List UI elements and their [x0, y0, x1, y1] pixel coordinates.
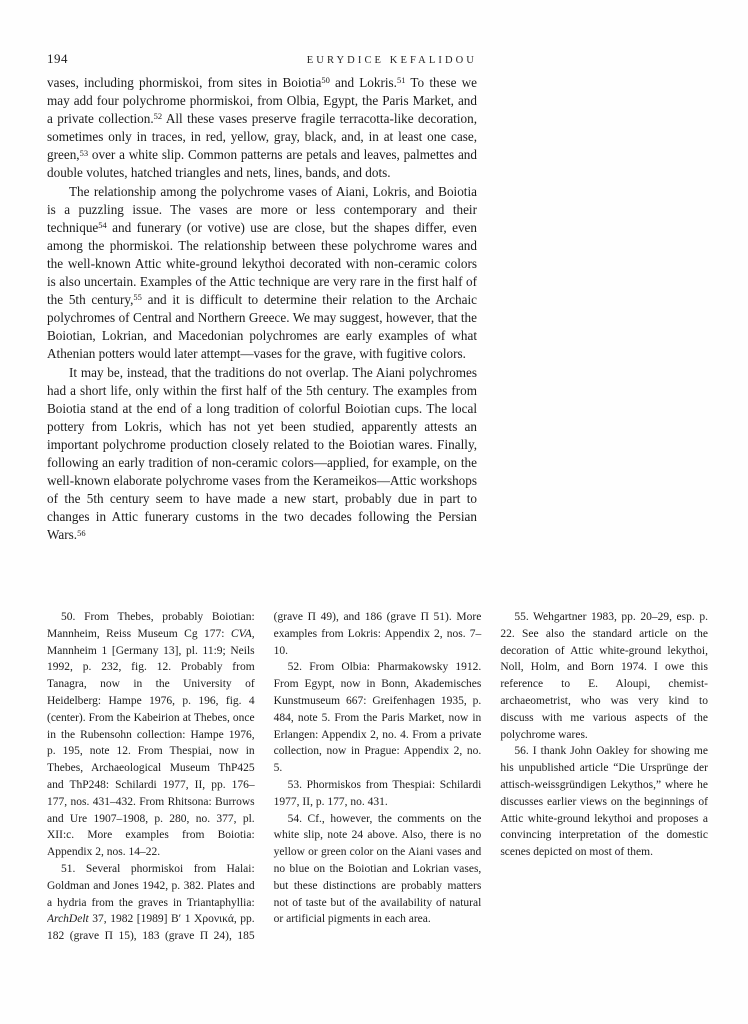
page-number: 194 — [47, 51, 68, 66]
page-header — [47, 51, 477, 67]
article-body — [47, 74, 477, 544]
footnote-reference: 55 — [133, 292, 142, 303]
footnote-51: 51. Several phormiskoi from Halai: Goldman and Jones 1942, p. 382. Plates and a hydria from the graves in Triantaphyllia: ArchDelt 37, 1982 [1989] Β′ 1 Χρονικά, pp. 182 (grave Π 15), 183 (grave Π 24), 185 (grave Π 49), and 186 (grave Π 51). More examples from Lokris: Appendix 2, nos. 7–10. — [47, 611, 482, 943]
body-paragraph: The relationship among the polychrome vases of Aiani, Lokris, and Boiotia is a puzzling issue. The vases are more or less contemporary and their technique$^{54}$ and funerary (or votive) use are close, but the shapes differ, even among the phormiskoi. The relationship between these polychrome wares and the well-known Attic white-ground lekythoi decorated with non-ceramic colors is also uncertain. Examples of the Attic technique are very rare in the first half of the 5th century,$^{55}$ and it is difficult to determine their relation to the Archaic polychromes of Central and Northern Greece. We may suggest, however, that the Boiotian, Lokrian, and Macedonian polychromes are early examples of what Athenian potters would later attempt—vases for the grave, with fugitive colors. — [47, 183, 477, 362]
footnote-50: 50. From Thebes, probably Boiotian: Mannheim, Reiss Museum Cg 177: CVA, Mannheim 1 [Germany 13], pl. 11:9; Neils 1992, p. 232, fig. 12. Probably from Tanagra, now in the University of Heidelberg: Hampe 1976, p. 196, fig. 4 (center). From the Kabeirion at Thebes, once in the Rubensohn collection: Hampe 1976, p. 195, note 12. From Thespiai, now in Thebes, Archaeological Museum ThP425 and ThP248: Schilardi 1977, II, pp. 176–177, nos. 431–432. From Rhitsona: Burrows and Ure 1907–1908, p. 280, no. 377, pl. XII:c. More examples from Boiotia: Appendix 2, nos. 14–22. — [47, 611, 255, 859]
footnote-reference: 51 — [396, 75, 406, 86]
footnote-56: 56. I thank John Oakley for showing me his unpublished article “Die Ursprünge der attisch-weissgründigen Lekythos,” where he discusses earlier views on the beginnings of Attic white-ground lekythoi and proposes a convincing interpretation of the domestic scenes depicted on most of them. — [500, 745, 708, 859]
footnote-reference: 56 — [77, 527, 86, 538]
running-head-author: EURYDICE KEFALIDOU — [306, 55, 477, 66]
body-paragraph: vases, including phormiskoi, from sites in Boiotia$^{50}$ and Lokris.$^{51}$ To these we may add four polychrome phormiskoi, from Olbia, Egypt, the Paris Market, and a private collection.$^{52}$ All these vases preserve fragile terracotta-like decoration, sometimes only in traces, in red, yellow, gray, black, and, in at least one case, green,$^{53}$ over a white slip. Common patterns are petals and leaves, palmettes and double volutes, hatched triangles and nets, lines, bands, and dots. — [47, 75, 477, 181]
body-paragraph: It may be, instead, that the traditions do not overlap. The Aiani polychromes had a short life, only within the first half of the 5th century. The examples from Boiotia stand at the end of a long tradition of colorful Boiotian cups. The local pottery from Lokris, which has not yet been studied, apparently attests an important polychrome production closely related to the Boiotian wares. Finally, following an early tradition of non-ceramic colors—applied, for example, on the well-known elaborate polychrome vases from the Kerameikos—Attic workshops of the 5th century seem to have made a new start, probably due in part to changes in Attic funerary customs in the two decades following the Persian Wars.$^{56}$ — [47, 364, 477, 543]
footnote-55: 55. Wehgartner 1983, pp. 20–29, esp. p. 22. See also the standard article on the decoration of Attic white-ground lekythoi, Noll, Holm, and Born 1974. I owe this reference to E. Aloupi, chemist-archaeometrist, who was very kind to discuss with me various aspects of the polychrome wares. — [500, 611, 708, 741]
footnote-reference: 52 — [153, 111, 163, 122]
footnote-52: 52. From Olbia: Pharmakowsky 1912. From Egypt, now in Bonn, Akademisches Kunstmuseum 667: Greifenhagen 1935, p. 484, note 5. From the Paris Market, now in Erlangen: Appendix 2, no. 4. From a private collection, now in Prague: Appendix 2, no. 5. — [273, 661, 482, 775]
italic-citation: CVA, — [230, 627, 255, 640]
italic-citation: ArchDelt — [47, 913, 89, 926]
footnote-54: 54. Cf., however, the comments on the white slip, note 24 above. Also, there is no yellow or green color on the Aiani vases and no blue on the Boiotian and Lokrian vases, but these distinctions are probably matters not of taste but of the availability of natural or artificial pigments in each area. — [273, 812, 482, 926]
footnote-reference: 50 — [321, 75, 330, 86]
footnote-reference: 53 — [79, 147, 89, 158]
footnote-reference: 54 — [98, 219, 107, 230]
footnote-53: 53. Phormiskos from Thespiai: Schilardi 1977, II, p. 177, no. 431. — [273, 778, 482, 808]
footnotes-section — [47, 609, 708, 961]
